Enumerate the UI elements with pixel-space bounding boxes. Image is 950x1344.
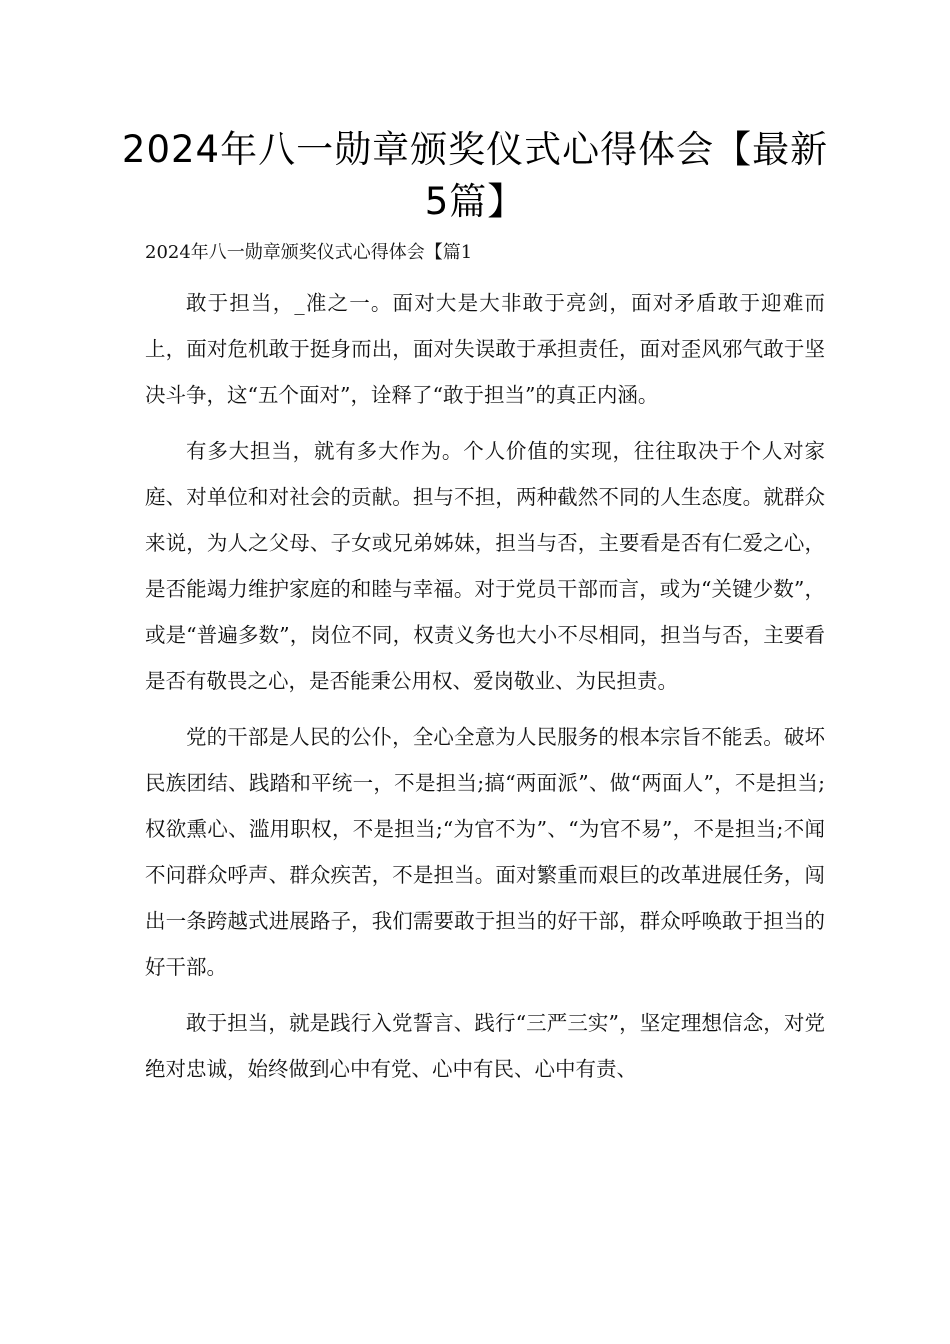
section-heading: 2024年八一勋章颁奖仪式心得体会【篇1: [145, 242, 473, 263]
document-body: [145, 280, 825, 1102]
body-paragraph-1: 敢于担当，_准之一。面对大是大非敢于亮剑，面对矛盾敢于迎难而上，面对危机敢于挺身而出，面对失误敢于承担责任，面对歪风邪气敢于坚决斗争，这“五个面对”，诠释了“敢于担当”的真正内涵。: [145, 291, 825, 407]
body-paragraph-3: 党的干部是人民的公仆，全心全意为人民服务的根本宗旨不能丢。破坏民族团结、践踏和平统一，不是担当;搞“两面派”、做“两面人”，不是担当;权欲熏心、滥用职权，不是担当;“为官不为”、“为官不易”，不是担当;不闻不问群众呼声、群众疾苦，不是担当。面对繁重而艰巨的改革进展任务，闯出一条跨越式进展路子，我们需要敢于担当的好干部，群众呼唤敢于担当的好干部。: [145, 725, 825, 979]
body-paragraph-2: 有多大担当，就有多大作为。个人价值的实现，往往取决于个人对家庭、对单位和对社会的贡献。担与不担，两种截然不同的人生态度。就群众来说，为人之父母、子女或兄弟姊妹，担当与否，主要看是否有仁爱之心，是否能竭力维护家庭的和睦与幸福。对于党员干部而言，或为“关键少数”，或是“普遍多数”，岗位不同，权责义务也大小不尽相同，担当与否，主要看是否有敬畏之心，是否能秉公用权、爱岗敬业、为民担责。: [145, 439, 825, 693]
document-title: 2024年八一勋章颁奖仪式心得体会【最新5篇】: [121, 128, 829, 223]
body-paragraph-4: 敢于担当，就是践行入党誓言、践行“三严三实”，坚定理想信念，对党绝对忠诚，始终做到心中有党、心中有民、心中有责、: [145, 1011, 825, 1081]
